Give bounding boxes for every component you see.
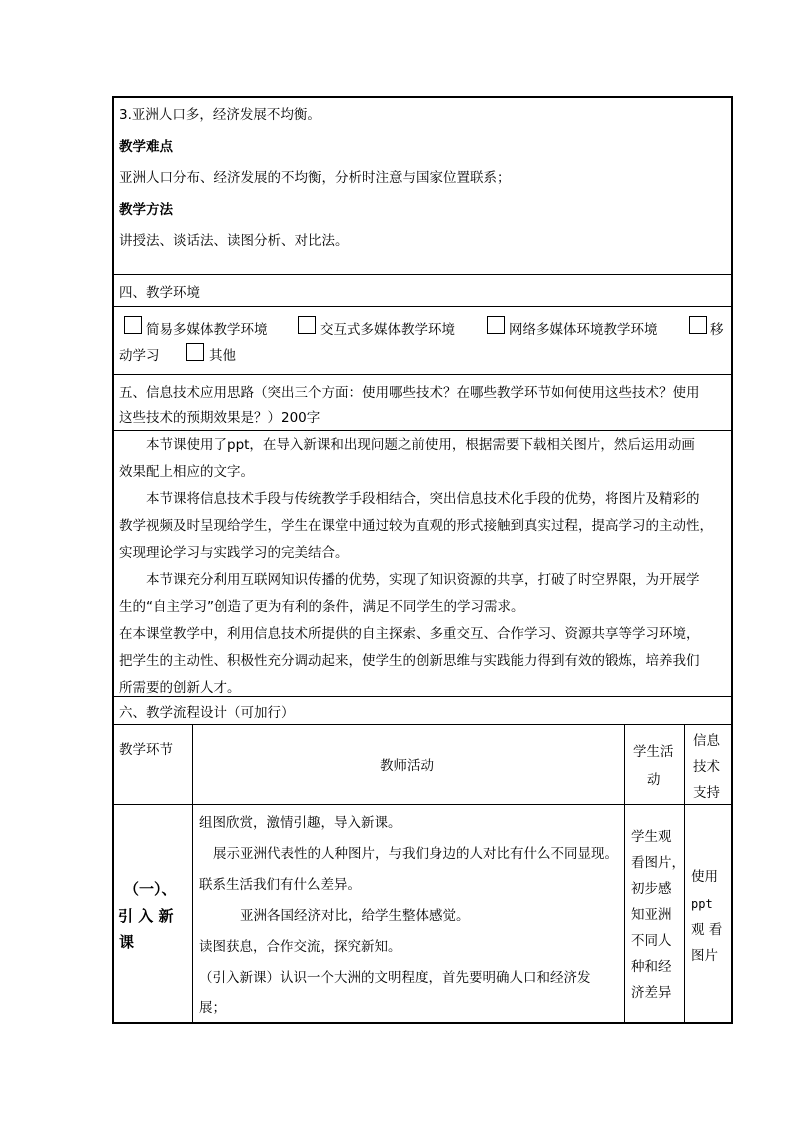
student-activity-line: 济差异 — [631, 985, 672, 1001]
paragraph-line: 效果配上相应的文字。 — [119, 464, 254, 480]
option-label: 简易多媒体教学环境 — [146, 322, 268, 338]
it-support-line: 观 看 — [691, 922, 723, 938]
option-label: 其他 — [209, 348, 236, 364]
objective-line: 3.亚洲人口多，经济发展不均衡。 — [119, 107, 321, 123]
header-it-support-cont: 支持 — [693, 785, 720, 801]
paragraph-line: 教学视频及时呈现给学生，学生在课堂中通过较为直观的形式接触到真实过程，提高学习的主动性， — [119, 518, 713, 534]
student-activity-line: 不同人 — [631, 933, 672, 949]
student-activity-line: 种和经 — [631, 959, 672, 975]
row-divider — [112, 724, 733, 725]
checkbox-interactive-multimedia[interactable] — [298, 316, 316, 334]
student-activity-line: 知亚洲 — [631, 907, 672, 923]
teacher-activity-line: 读图获息，合作交流，探究新知。 — [199, 939, 402, 955]
paragraph-line: 本节课充分利用互联网知识传播的优势，实现了知识资源的共享，打破了时空界限，为开展学 — [146, 572, 700, 588]
option-label-continued: 动学习 — [119, 348, 160, 364]
difficulty-heading: 教学难点 — [119, 139, 173, 155]
teacher-activity-line: （引入新课）认识一个大洲的文明程度，首先要明确人口和经济发 — [199, 970, 591, 986]
it-support-line: 图片 — [691, 948, 718, 964]
header-student-activity: 学生活 — [633, 744, 674, 760]
checkbox-mobile-learning[interactable] — [689, 316, 707, 334]
header-teacher-activity: 教师活动 — [380, 758, 434, 774]
it-support-line: ppt — [691, 897, 713, 911]
method-text: 讲授法、谈话法、读图分析、对比法。 — [119, 233, 349, 249]
student-activity-line: 学生观 — [631, 829, 672, 845]
column-divider — [684, 724, 685, 1024]
section-title-environment: 四、教学环境 — [119, 285, 200, 301]
section-title-flow: 六、教学流程设计（可加行） — [119, 705, 295, 721]
section-title-it-approach-cont: 这些技术的预期效果是？）200字 — [119, 410, 321, 426]
header-it-support-cont: 技术 — [693, 759, 720, 775]
row-divider — [112, 696, 733, 697]
option-label: 移 — [710, 322, 724, 338]
paragraph-line: 所需要的创新人才。 — [119, 680, 241, 696]
paragraph-line: 把学生的主动性、积极性充分调动起来，使学生的创新思维与实践能力得到有效的锻炼，培养我们 — [119, 653, 700, 669]
section-title-it-approach: 五、信息技术应用思路（突出三个方面：使用哪些技术？在哪些教学环节如何使用这些技术？使用 — [119, 385, 700, 401]
paragraph-line: 本节课使用了ppt，在导入新课和出现问题之前使用，根据需要下载相关图片，然后运用动画 — [146, 437, 695, 453]
header-stage: 教学环节 — [119, 742, 173, 758]
header-student-activity-cont: 动 — [647, 772, 661, 788]
student-activity-line: 看图片， — [631, 855, 685, 871]
row-divider — [112, 430, 733, 431]
it-support-line: 使用 — [691, 869, 718, 885]
teacher-activity-line: 亚洲各国经济对比，给学生整体感觉。 — [240, 908, 470, 924]
option-label: 交互式多媒体教学环境 — [320, 322, 455, 338]
checkbox-network-multimedia[interactable] — [487, 316, 505, 334]
paragraph-line: 在本课堂教学中，利用信息技术所提供的自主探索、多重交互、合作学习、资源共享等学习环境， — [119, 626, 700, 642]
paragraph-line: 实现理论学习与实践学习的完美结合。 — [119, 545, 349, 561]
student-activity-line: 初步感 — [631, 881, 672, 897]
method-heading: 教学方法 — [119, 202, 173, 218]
teacher-activity-line: 展示亚洲代表性的人种图片，与我们身边的人对比有什么不同显现。 — [213, 846, 618, 862]
column-divider — [624, 724, 625, 1024]
header-it-support: 信息 — [693, 733, 720, 749]
stage-label: 引 入 新 — [118, 907, 174, 925]
stage-label: （一）、 — [124, 880, 177, 898]
stage-label: 课 — [119, 933, 135, 951]
row-divider — [112, 804, 733, 805]
checkbox-other[interactable] — [186, 343, 204, 361]
paragraph-line: 生的“自主学习”创造了更为有利的条件，满足不同学生的学习需求。 — [119, 599, 525, 615]
row-divider — [112, 274, 733, 275]
paragraph-line: 本节课将信息技术手段与传统教学手段相结合，突出信息技术化手段的优势，将图片及精彩的 — [146, 491, 700, 507]
checkbox-simple-multimedia[interactable] — [124, 316, 142, 334]
option-label: 网络多媒体环境教学环境 — [509, 322, 658, 338]
row-divider — [112, 374, 733, 375]
difficulty-text: 亚洲人口分布、经济发展的不均衡，分析时注意与国家位置联系； — [119, 170, 511, 186]
column-divider — [192, 724, 193, 1024]
teacher-activity-line: 组图欣赏，激情引趣，导入新课。 — [199, 815, 402, 831]
row-divider — [112, 306, 733, 307]
teacher-activity-line: 联系生活我们有什么差异。 — [199, 877, 361, 893]
teacher-activity-line: 展； — [199, 1000, 226, 1016]
